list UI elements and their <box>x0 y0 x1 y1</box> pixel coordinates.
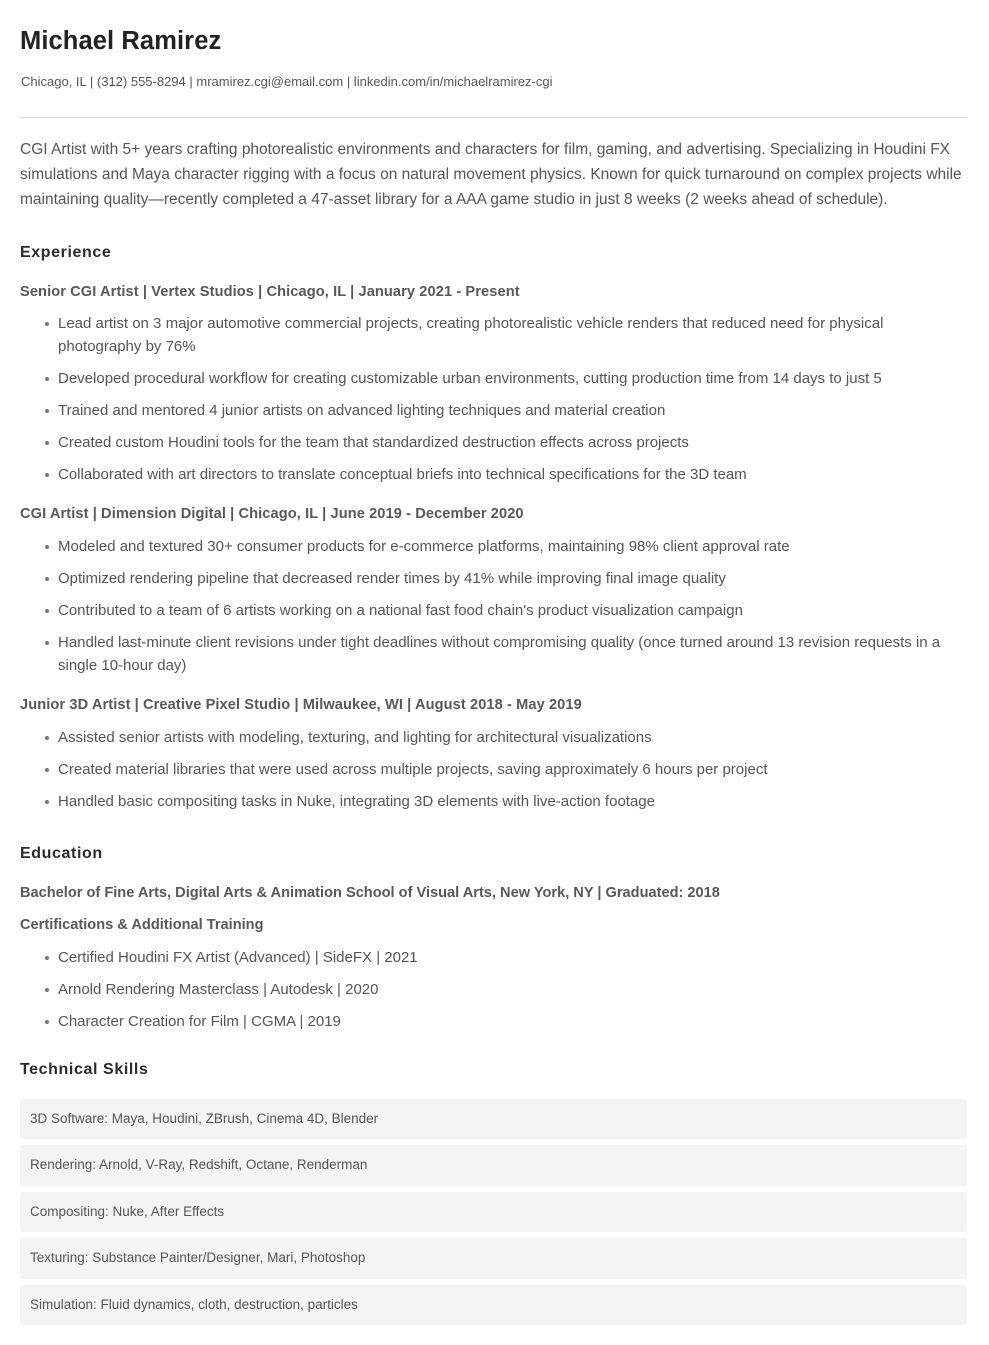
list-item: Trained and mentored 4 junior artists on advanced lighting techniques and material creation <box>20 399 967 422</box>
job-heading: CGI Artist | Dimension Digital | Chicago, IL | June 2019 - December 2020 <box>20 506 524 523</box>
skill-row: Compositing: Nuke, After Effects <box>20 1192 967 1233</box>
job-bullet-list <box>20 726 967 813</box>
list-item: Lead artist on 3 major automotive commercial projects, creating photorealistic vehicle renders that reduced need for physical photography by 76% <box>20 312 967 358</box>
professional-summary: CGI Artist with 5+ years crafting photorealistic environments and characters for film, gaming, and advertising. Specializing in Houdini FX simulations and Maya character rigging with a focus on natural movement physics. Known for quick turnaround on complex projects while maintaining quality—recently completed a 47-asset library for a AAA game studio in just 8 weeks (2 weeks ahead of schedule). <box>20 140 962 208</box>
section-heading-education: Education <box>20 844 103 862</box>
job-heading: Junior 3D Artist | Creative Pixel Studio | Milwaukee, WI | August 2018 - May 2019 <box>20 696 582 713</box>
list-item: Created custom Houdini tools for the team that standardized destruction effects across projects <box>20 431 967 454</box>
list-item: Modeled and textured 30+ consumer products for e-commerce platforms, maintaining 98% client approval rate <box>20 535 967 558</box>
skill-row: Rendering: Arnold, V-Ray, Redshift, Octane, Renderman <box>20 1145 967 1186</box>
list-item: Collaborated with art directors to translate conceptual briefs into technical specifications for the 3D team <box>20 463 967 486</box>
education-degree: Bachelor of Fine Arts, Digital Arts & Animation School of Visual Arts, New York, NY | Graduated: 2018 <box>20 885 720 902</box>
skill-row: Texturing: Substance Painter/Designer, Mari, Photoshop <box>20 1238 967 1279</box>
certifications-heading: Certifications & Additional Training <box>20 917 264 934</box>
job-heading: Senior CGI Artist | Vertex Studios | Chicago, IL | January 2021 - Present <box>20 283 520 300</box>
list-item: Handled last-minute client revisions under tight deadlines without compromising quality (once turned around 13 revision requests in a single 10-hour day) <box>20 631 967 677</box>
header-divider <box>20 117 967 118</box>
experience-entry <box>20 283 967 487</box>
list-item: Optimized rendering pipeline that decreased render times by 41% while improving final image quality <box>20 567 967 590</box>
list-item: Arnold Rendering Masterclass | Autodesk | 2020 <box>20 978 967 1001</box>
list-item: Assisted senior artists with modeling, texturing, and lighting for architectural visualizations <box>20 726 967 749</box>
list-item: Handled basic compositing tasks in Nuke, integrating 3D elements with live-action footage <box>20 790 967 813</box>
skills-list <box>20 1099 967 1326</box>
experience-entry <box>20 505 967 677</box>
list-item: Character Creation for Film | CGMA | 2019 <box>20 1010 967 1033</box>
contact-line: Chicago, IL | (312) 555-8294 | mramirez.cgi@email.com | linkedin.com/in/michaelramirez-cgi <box>21 73 553 89</box>
skill-row: Simulation: Fluid dynamics, cloth, destruction, particles <box>20 1285 967 1326</box>
section-heading-experience: Experience <box>20 243 112 261</box>
list-item: Developed procedural workflow for creating customizable urban environments, cutting production time from 14 days to just 5 <box>20 367 967 390</box>
list-item: Certified Houdini FX Artist (Advanced) | SideFX | 2021 <box>20 946 967 969</box>
job-bullet-list <box>20 312 967 486</box>
certification-list <box>20 946 967 1033</box>
list-item: Contributed to a team of 6 artists working on a national fast food chain's product visualization campaign <box>20 599 967 622</box>
skill-row: 3D Software: Maya, Houdini, ZBrush, Cinema 4D, Blender <box>20 1099 967 1140</box>
job-bullet-list <box>20 535 967 677</box>
section-heading-technical-skills: Technical Skills <box>20 1060 149 1078</box>
experience-entry <box>20 696 967 813</box>
page-title: Michael Ramirez <box>20 27 222 55</box>
list-item: Created material libraries that were used across multiple projects, saving approximately 6 hours per project <box>20 758 967 781</box>
